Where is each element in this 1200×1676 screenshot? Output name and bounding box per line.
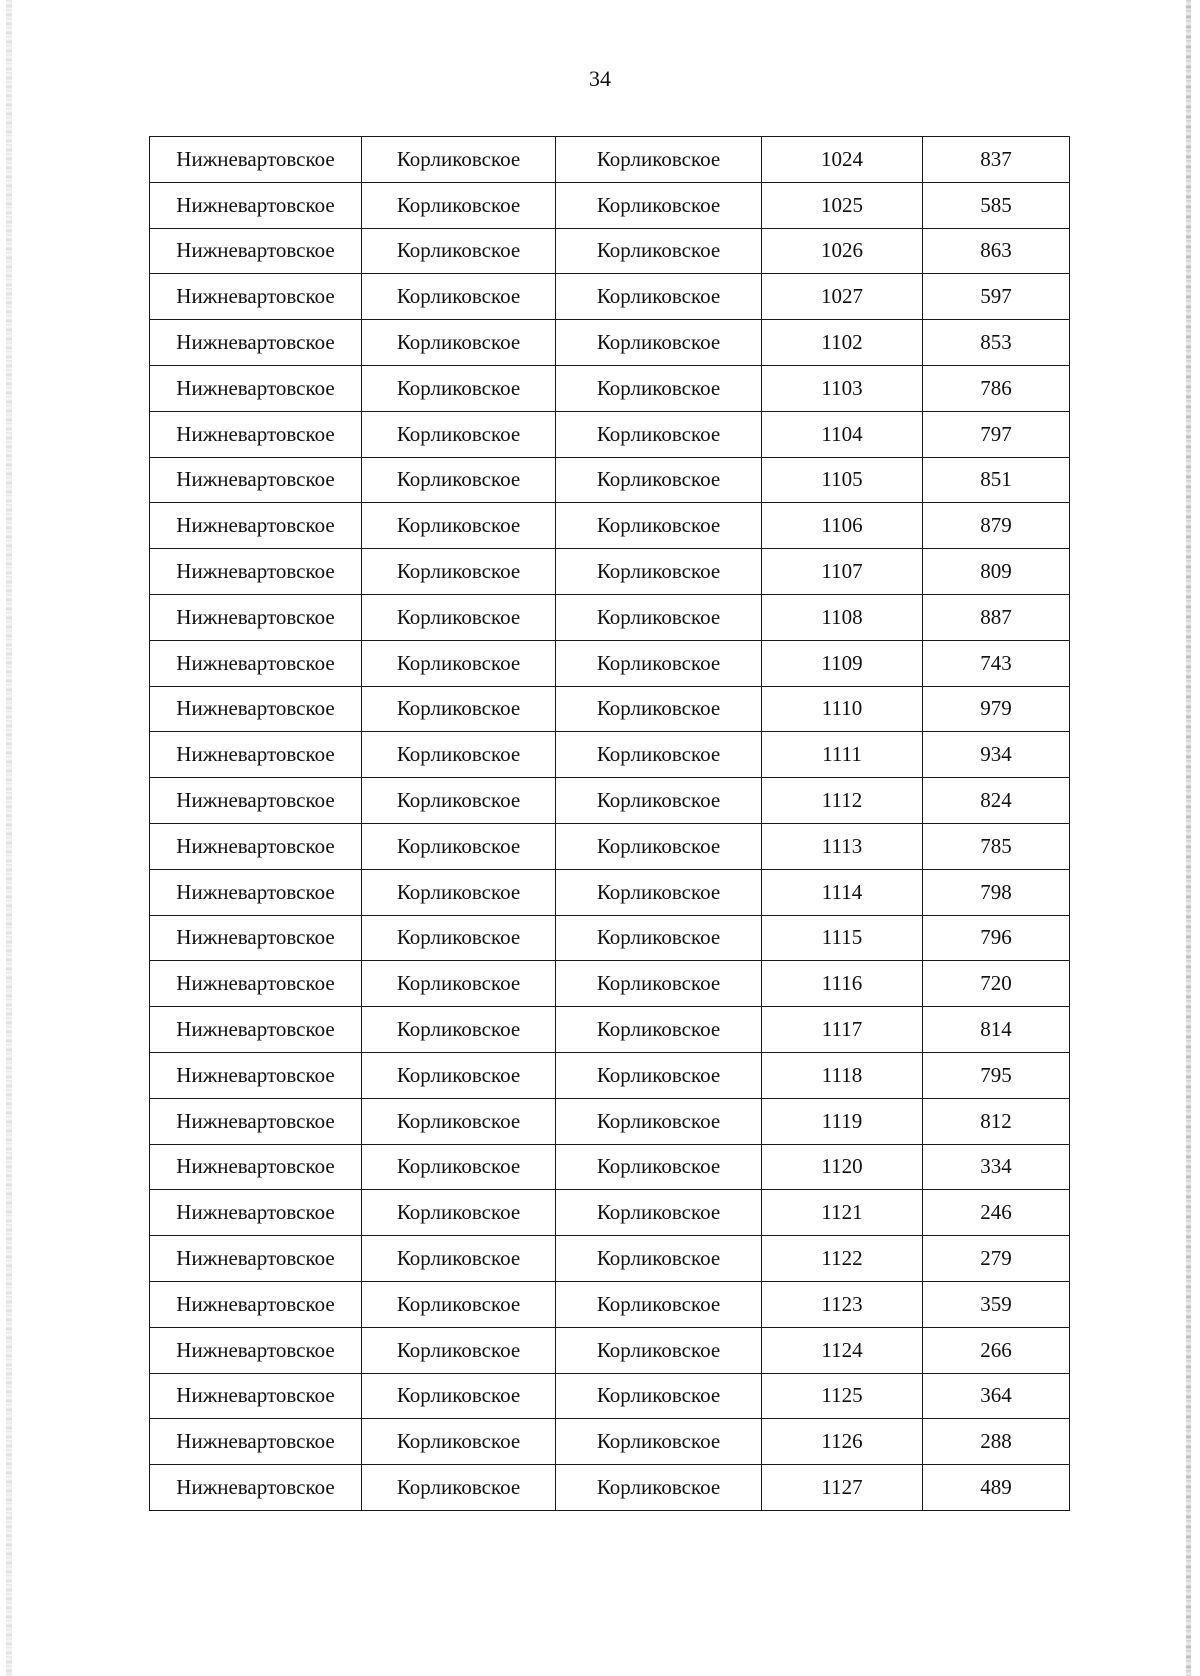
table-row — [150, 1190, 1070, 1236]
quarter-cell: 1117 — [762, 1007, 923, 1053]
forestry-cell: Корликовское — [362, 228, 556, 274]
tract-cell: Корликовское — [556, 320, 762, 366]
quarter-cell: 1113 — [762, 823, 923, 869]
forestry-cell: Корликовское — [362, 503, 556, 549]
district-cell: Нижневартовское — [150, 823, 362, 869]
tract-cell: Корликовское — [556, 1144, 762, 1190]
forestry-cell: Корликовское — [362, 411, 556, 457]
quarter-cell: 1126 — [762, 1419, 923, 1465]
district-cell: Нижневартовское — [150, 1465, 362, 1511]
quarter-cell: 1110 — [762, 686, 923, 732]
area-cell: 853 — [923, 320, 1070, 366]
district-cell: Нижневартовское — [150, 1007, 362, 1053]
district-cell: Нижневартовское — [150, 411, 362, 457]
table-row — [150, 686, 1070, 732]
table-row — [150, 274, 1070, 320]
quarter-cell: 1120 — [762, 1144, 923, 1190]
tract-cell: Корликовское — [556, 365, 762, 411]
tract-cell: Корликовское — [556, 1373, 762, 1419]
quarter-cell: 1026 — [762, 228, 923, 274]
forestry-cell: Корликовское — [362, 640, 556, 686]
area-cell: 814 — [923, 1007, 1070, 1053]
forestry-cell: Корликовское — [362, 457, 556, 503]
quarter-cell: 1111 — [762, 732, 923, 778]
tract-cell: Корликовское — [556, 640, 762, 686]
quarter-cell: 1103 — [762, 365, 923, 411]
forestry-cell: Корликовское — [362, 778, 556, 824]
quarter-cell: 1127 — [762, 1465, 923, 1511]
area-cell: 266 — [923, 1327, 1070, 1373]
area-cell: 979 — [923, 686, 1070, 732]
data-table-container — [149, 136, 1069, 1511]
quarter-cell: 1123 — [762, 1281, 923, 1327]
forestry-cell: Корликовское — [362, 1098, 556, 1144]
quarter-cell: 1118 — [762, 1052, 923, 1098]
quarter-cell: 1024 — [762, 137, 923, 183]
tract-cell: Корликовское — [556, 1281, 762, 1327]
area-cell: 597 — [923, 274, 1070, 320]
district-cell: Нижневартовское — [150, 732, 362, 778]
quarter-cell: 1027 — [762, 274, 923, 320]
district-cell: Нижневартовское — [150, 1098, 362, 1144]
tract-cell: Корликовское — [556, 732, 762, 778]
tract-cell: Корликовское — [556, 503, 762, 549]
scan-edge-right — [1186, 0, 1191, 1676]
quarter-cell: 1125 — [762, 1373, 923, 1419]
forestry-cell: Корликовское — [362, 1465, 556, 1511]
district-cell: Нижневартовское — [150, 640, 362, 686]
quarter-cell: 1124 — [762, 1327, 923, 1373]
forestry-cell: Корликовское — [362, 961, 556, 1007]
district-cell: Нижневартовское — [150, 503, 362, 549]
district-cell: Нижневартовское — [150, 1373, 362, 1419]
forestry-cell: Корликовское — [362, 1419, 556, 1465]
tract-cell: Корликовское — [556, 778, 762, 824]
table-row — [150, 1098, 1070, 1144]
forestry-cell: Корликовское — [362, 1281, 556, 1327]
tract-cell: Корликовское — [556, 137, 762, 183]
quarter-cell: 1119 — [762, 1098, 923, 1144]
district-cell: Нижневартовское — [150, 457, 362, 503]
district-cell: Нижневартовское — [150, 686, 362, 732]
tract-cell: Корликовское — [556, 274, 762, 320]
table-row — [150, 915, 1070, 961]
district-cell: Нижневартовское — [150, 228, 362, 274]
area-cell: 851 — [923, 457, 1070, 503]
table-row — [150, 549, 1070, 595]
quarter-cell: 1025 — [762, 182, 923, 228]
quarter-cell: 1112 — [762, 778, 923, 824]
forestry-cell: Корликовское — [362, 594, 556, 640]
area-cell: 796 — [923, 915, 1070, 961]
table-row — [150, 1465, 1070, 1511]
quarter-cell: 1106 — [762, 503, 923, 549]
table-row — [150, 365, 1070, 411]
district-cell: Нижневартовское — [150, 1281, 362, 1327]
district-cell: Нижневартовское — [150, 1419, 362, 1465]
area-cell: 585 — [923, 182, 1070, 228]
area-cell: 887 — [923, 594, 1070, 640]
area-cell: 334 — [923, 1144, 1070, 1190]
area-cell: 785 — [923, 823, 1070, 869]
table-row — [150, 732, 1070, 778]
district-cell: Нижневартовское — [150, 320, 362, 366]
table-row — [150, 137, 1070, 183]
tract-cell: Корликовское — [556, 686, 762, 732]
tract-cell: Корликовское — [556, 1098, 762, 1144]
tract-cell: Корликовское — [556, 228, 762, 274]
forestry-cell: Корликовское — [362, 1236, 556, 1282]
quarter-cell: 1122 — [762, 1236, 923, 1282]
forestry-cell: Корликовское — [362, 915, 556, 961]
area-cell: 279 — [923, 1236, 1070, 1282]
table-row — [150, 869, 1070, 915]
forestry-cell: Корликовское — [362, 1052, 556, 1098]
data-table — [149, 136, 1070, 1511]
district-cell: Нижневартовское — [150, 1052, 362, 1098]
forestry-cell: Корликовское — [362, 1007, 556, 1053]
tract-cell: Корликовское — [556, 1052, 762, 1098]
table-row — [150, 778, 1070, 824]
table-row — [150, 1281, 1070, 1327]
forestry-cell: Корликовское — [362, 686, 556, 732]
forestry-cell: Корликовское — [362, 182, 556, 228]
table-row — [150, 594, 1070, 640]
table-row — [150, 182, 1070, 228]
quarter-cell: 1121 — [762, 1190, 923, 1236]
tract-cell: Корликовское — [556, 869, 762, 915]
forestry-cell: Корликовское — [362, 365, 556, 411]
area-cell: 797 — [923, 411, 1070, 457]
forestry-cell: Корликовское — [362, 1373, 556, 1419]
tract-cell: Корликовское — [556, 1190, 762, 1236]
table-row — [150, 457, 1070, 503]
district-cell: Нижневартовское — [150, 915, 362, 961]
table-row — [150, 823, 1070, 869]
tract-cell: Корликовское — [556, 1465, 762, 1511]
quarter-cell: 1107 — [762, 549, 923, 595]
forestry-cell: Корликовское — [362, 1327, 556, 1373]
area-cell: 798 — [923, 869, 1070, 915]
district-cell: Нижневартовское — [150, 1190, 362, 1236]
quarter-cell: 1108 — [762, 594, 923, 640]
tract-cell: Корликовское — [556, 915, 762, 961]
area-cell: 489 — [923, 1465, 1070, 1511]
table-row — [150, 1052, 1070, 1098]
tract-cell: Корликовское — [556, 961, 762, 1007]
quarter-cell: 1116 — [762, 961, 923, 1007]
district-cell: Нижневартовское — [150, 778, 362, 824]
quarter-cell: 1115 — [762, 915, 923, 961]
tract-cell: Корликовское — [556, 823, 762, 869]
forestry-cell: Корликовское — [362, 1144, 556, 1190]
quarter-cell: 1109 — [762, 640, 923, 686]
area-cell: 364 — [923, 1373, 1070, 1419]
tract-cell: Корликовское — [556, 457, 762, 503]
district-cell: Нижневартовское — [150, 182, 362, 228]
area-cell: 824 — [923, 778, 1070, 824]
area-cell: 359 — [923, 1281, 1070, 1327]
table-row — [150, 1373, 1070, 1419]
forestry-cell: Корликовское — [362, 732, 556, 778]
tract-cell: Корликовское — [556, 1419, 762, 1465]
district-cell: Нижневартовское — [150, 1144, 362, 1190]
table-row — [150, 1419, 1070, 1465]
area-cell: 934 — [923, 732, 1070, 778]
district-cell: Нижневартовское — [150, 594, 362, 640]
area-cell: 837 — [923, 137, 1070, 183]
area-cell: 863 — [923, 228, 1070, 274]
area-cell: 795 — [923, 1052, 1070, 1098]
table-row — [150, 503, 1070, 549]
tract-cell: Корликовское — [556, 1236, 762, 1282]
district-cell: Нижневартовское — [150, 1327, 362, 1373]
tract-cell: Корликовское — [556, 594, 762, 640]
scan-edge-left — [6, 0, 12, 1676]
area-cell: 246 — [923, 1190, 1070, 1236]
quarter-cell: 1104 — [762, 411, 923, 457]
forestry-cell: Корликовское — [362, 549, 556, 595]
table-body — [150, 137, 1070, 1511]
area-cell: 812 — [923, 1098, 1070, 1144]
district-cell: Нижневартовское — [150, 365, 362, 411]
forestry-cell: Корликовское — [362, 1190, 556, 1236]
district-cell: Нижневартовское — [150, 137, 362, 183]
forestry-cell: Корликовское — [362, 137, 556, 183]
forestry-cell: Корликовское — [362, 869, 556, 915]
tract-cell: Корликовское — [556, 411, 762, 457]
area-cell: 879 — [923, 503, 1070, 549]
tract-cell: Корликовское — [556, 1007, 762, 1053]
tract-cell: Корликовское — [556, 182, 762, 228]
table-row — [150, 961, 1070, 1007]
forestry-cell: Корликовское — [362, 320, 556, 366]
table-row — [150, 1236, 1070, 1282]
quarter-cell: 1114 — [762, 869, 923, 915]
area-cell: 720 — [923, 961, 1070, 1007]
table-row — [150, 320, 1070, 366]
forestry-cell: Корликовское — [362, 274, 556, 320]
tract-cell: Корликовское — [556, 549, 762, 595]
quarter-cell: 1105 — [762, 457, 923, 503]
table-row — [150, 411, 1070, 457]
page-number: 34 — [589, 66, 611, 91]
table-row — [150, 1144, 1070, 1190]
area-cell: 743 — [923, 640, 1070, 686]
area-cell: 809 — [923, 549, 1070, 595]
quarter-cell: 1102 — [762, 320, 923, 366]
forestry-cell: Корликовское — [362, 823, 556, 869]
tract-cell: Корликовское — [556, 1327, 762, 1373]
district-cell: Нижневартовское — [150, 869, 362, 915]
district-cell: Нижневартовское — [150, 274, 362, 320]
table-row — [150, 1007, 1070, 1053]
area-cell: 786 — [923, 365, 1070, 411]
area-cell: 288 — [923, 1419, 1070, 1465]
table-row — [150, 228, 1070, 274]
district-cell: Нижневартовское — [150, 1236, 362, 1282]
table-row — [150, 1327, 1070, 1373]
district-cell: Нижневартовское — [150, 549, 362, 595]
district-cell: Нижневартовское — [150, 961, 362, 1007]
table-row — [150, 640, 1070, 686]
